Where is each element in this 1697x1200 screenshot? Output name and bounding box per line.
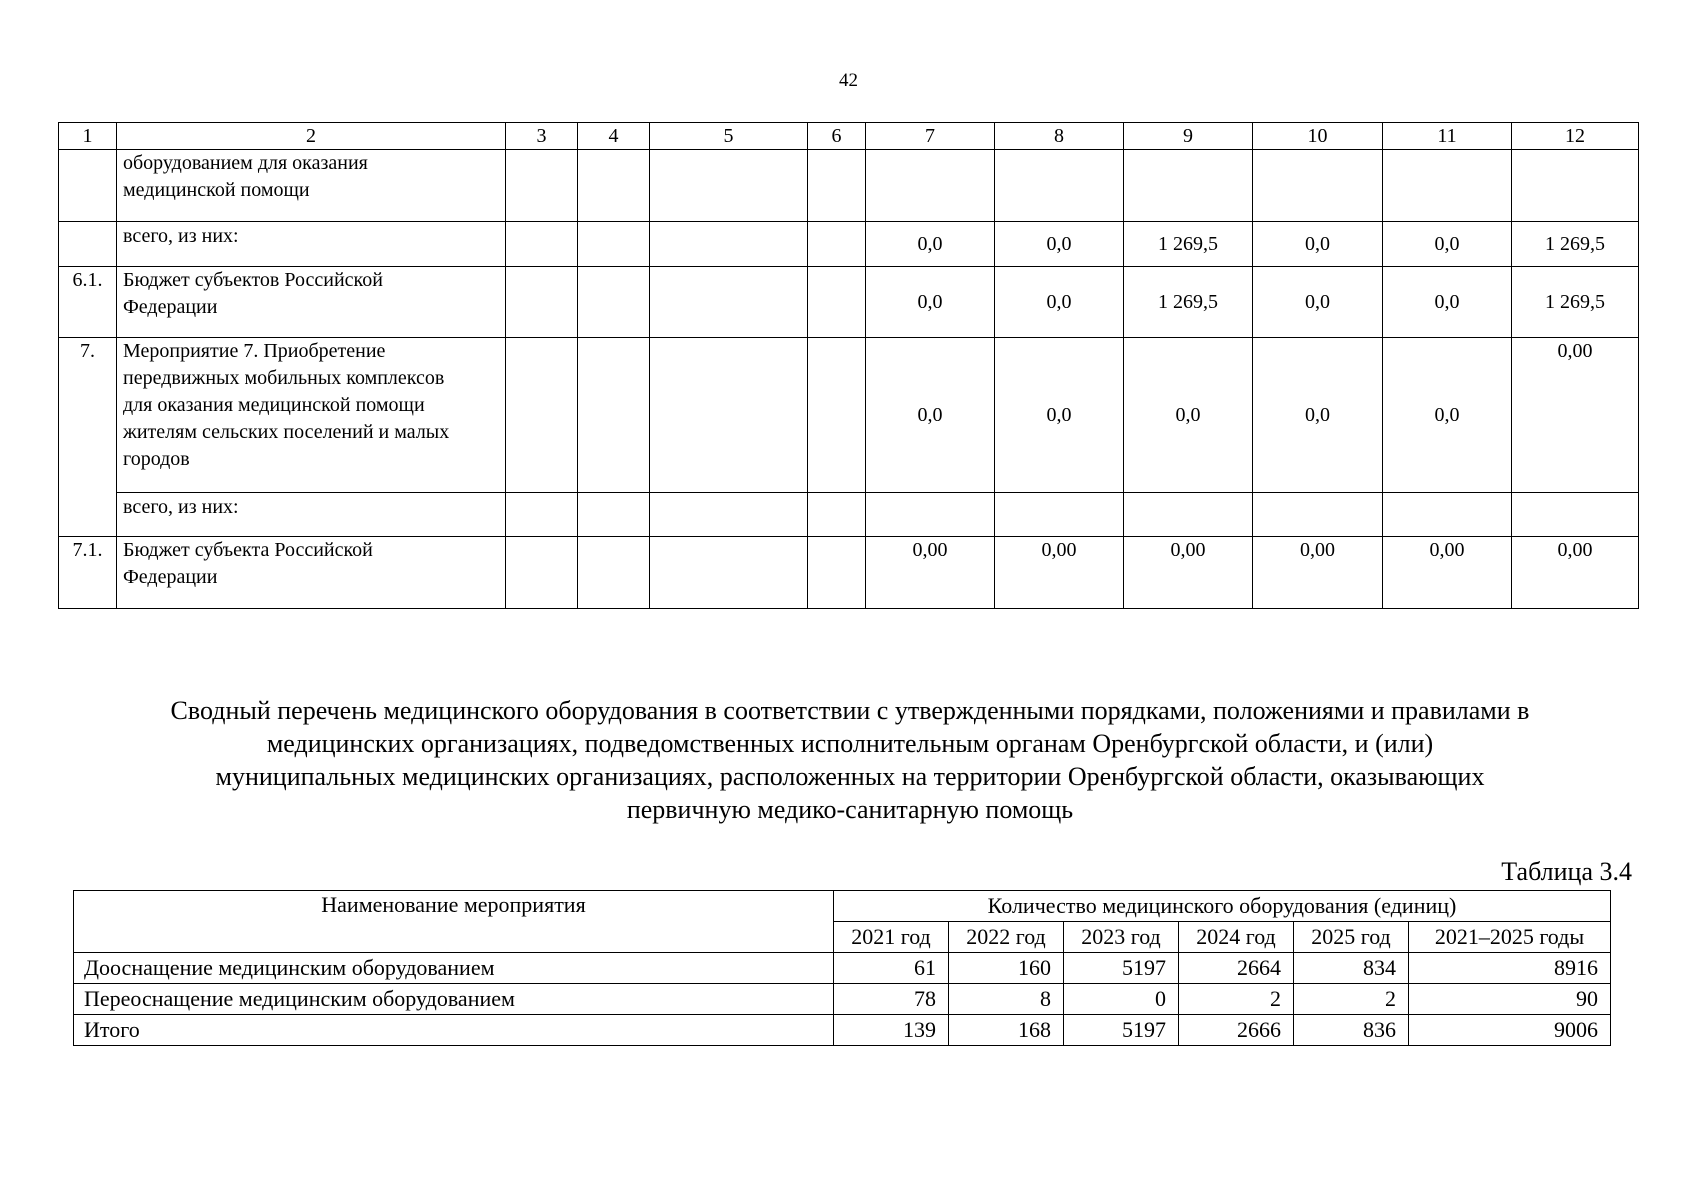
row-name: Бюджет субъекта Российской Федерации [117, 537, 506, 609]
row-name: Мероприятие 7. Приобретение передвижных мобильных комплексов для оказания медицинской помощи жителям сельских поселений и малых городов [117, 338, 506, 493]
value-cell: 2 [1179, 984, 1294, 1015]
funding-table [58, 122, 1639, 609]
value-cell: 0,0 [1253, 267, 1383, 338]
year-header: 2021 год [834, 922, 949, 953]
value-cell: 8 [949, 984, 1064, 1015]
table-row [59, 267, 1639, 338]
row-name: Бюджет субъектов Российской Федерации [117, 267, 506, 338]
value-cell: 0,00 [866, 537, 995, 609]
value-cell [1124, 150, 1253, 222]
value-cell: 139 [834, 1015, 949, 1046]
table-row [74, 953, 1611, 984]
value-cell: 0 [1064, 984, 1179, 1015]
value-cell: 0,0 [1383, 267, 1512, 338]
year-header: 2025 год [1294, 922, 1409, 953]
column-header: 11 [1383, 123, 1512, 150]
table-row [59, 537, 1639, 609]
row-name: всего, из них: [117, 222, 506, 267]
value-cell: 836 [1294, 1015, 1409, 1046]
value-cell: 0,00 [995, 537, 1124, 609]
value-cell [866, 493, 995, 537]
table-header-row [59, 123, 1639, 150]
column-header: 4 [578, 123, 650, 150]
column-header: 7 [866, 123, 995, 150]
row-index: 6.1. [59, 267, 117, 338]
value-cell: 0,0 [866, 267, 995, 338]
value-cell: 2664 [1179, 953, 1294, 984]
value-cell: 0,0 [995, 222, 1124, 267]
value-cell [1253, 150, 1383, 222]
value-cell: 9006 [1409, 1015, 1611, 1046]
value-cell: 0,0 [1124, 338, 1253, 493]
row-index: 7.1. [59, 537, 117, 609]
year-header: 2022 год [949, 922, 1064, 953]
value-cell: 78 [834, 984, 949, 1015]
value-cell: 1 269,5 [1124, 222, 1253, 267]
year-header: 2023 год [1064, 922, 1179, 953]
value-cell: 1 269,5 [1512, 222, 1639, 267]
value-cell: 61 [834, 953, 949, 984]
row-name: всего, из них: [117, 493, 506, 537]
value-cell [1383, 493, 1512, 537]
column-header: 1 [59, 123, 117, 150]
table-caption: Таблица 3.4 [1501, 857, 1632, 886]
value-cell: 0,00 [1124, 537, 1253, 609]
value-cell: 0,0 [1253, 338, 1383, 493]
value-cell: 90 [1409, 984, 1611, 1015]
value-cell: 5197 [1064, 1015, 1179, 1046]
row-name: оборудованием для оказания медицинской помощи [117, 150, 506, 222]
column-header: 2 [117, 123, 506, 150]
table-row [74, 984, 1611, 1015]
header-name: Наименование мероприятия [74, 891, 834, 953]
value-cell: 0,00 [1512, 338, 1639, 493]
value-cell: 834 [1294, 953, 1409, 984]
value-cell: 1 269,5 [1512, 267, 1639, 338]
value-cell: 0,0 [1383, 222, 1512, 267]
value-cell [995, 493, 1124, 537]
value-cell [1253, 493, 1383, 537]
value-cell: 160 [949, 953, 1064, 984]
value-cell: 0,0 [1253, 222, 1383, 267]
year-header: 2021–2025 годы [1409, 922, 1611, 953]
row-index [59, 150, 117, 222]
row-name: Дооснащение медицинским оборудованием [74, 953, 834, 984]
value-cell: 0,00 [1253, 537, 1383, 609]
column-header: 9 [1124, 123, 1253, 150]
table-row [59, 150, 1639, 222]
column-header: 10 [1253, 123, 1383, 150]
equipment-table [73, 890, 1611, 1046]
table-row [59, 338, 1639, 493]
value-cell: 0,0 [995, 338, 1124, 493]
value-cell: 0,0 [866, 222, 995, 267]
row-name: Итого [74, 1015, 834, 1046]
column-header: 8 [995, 123, 1124, 150]
value-cell: 5197 [1064, 953, 1179, 984]
value-cell [1124, 493, 1253, 537]
column-header: 5 [650, 123, 808, 150]
column-header: 3 [506, 123, 578, 150]
value-cell: 168 [949, 1015, 1064, 1046]
header-group: Количество медицинского оборудования (единиц) [834, 891, 1611, 922]
value-cell: 0,0 [995, 267, 1124, 338]
value-cell: 0,0 [866, 338, 995, 493]
value-cell: 8916 [1409, 953, 1611, 984]
value-cell: 0,00 [1383, 537, 1512, 609]
value-cell [1512, 150, 1639, 222]
year-header: 2024 год [1179, 922, 1294, 953]
value-cell [1512, 493, 1639, 537]
column-header: 6 [808, 123, 866, 150]
page-number: 42 [839, 70, 858, 91]
row-index [59, 222, 117, 267]
value-cell [866, 150, 995, 222]
value-cell: 0,00 [1512, 537, 1639, 609]
section-title: Сводный перечень медицинского оборудования в соответствии с утвержденными порядками, положениями и правилами в медицинских организациях, подведомственных исполнительным органам Оренбургской области, и (или) муниципальных медицинских организациях, расположенных на территории Оренбургской области, оказывающих первичную медико-санитарную помощь [170, 696, 1530, 824]
row-index: 7. [59, 338, 117, 537]
value-cell: 0,0 [1383, 338, 1512, 493]
value-cell: 2 [1294, 984, 1409, 1015]
value-cell [1383, 150, 1512, 222]
value-cell: 1 269,5 [1124, 267, 1253, 338]
value-cell: 2666 [1179, 1015, 1294, 1046]
value-cell [995, 150, 1124, 222]
table-row [59, 493, 1639, 537]
table-row [59, 222, 1639, 267]
table-header-row [74, 891, 1611, 922]
table-row [74, 1015, 1611, 1046]
column-header: 12 [1512, 123, 1639, 150]
row-name: Переоснащение медицинским оборудованием [74, 984, 834, 1015]
